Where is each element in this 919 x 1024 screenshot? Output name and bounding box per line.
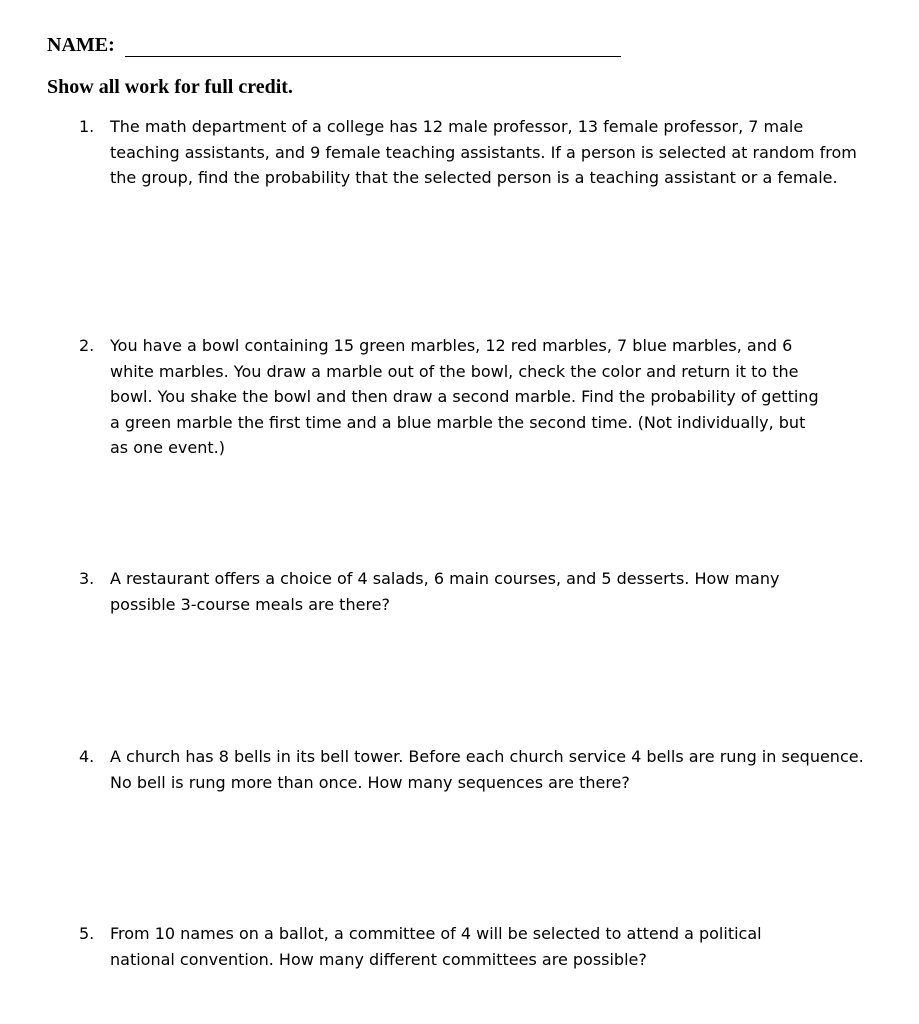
- question-number: 3.: [79, 569, 95, 588]
- question-3: [79, 566, 849, 617]
- question-5: [79, 921, 829, 972]
- name-label: NAME:: [47, 34, 115, 56]
- name-row: [47, 33, 621, 57]
- question-number: 4.: [79, 747, 95, 766]
- instructions: Show all work for full credit.: [47, 76, 293, 98]
- question-1: [79, 114, 859, 191]
- question-text: From 10 names on a ballot, a committee of 4 will be selected to attend a political national convention. How many different committees are possible?: [110, 924, 762, 969]
- question-text: A restaurant offers a choice of 4 salads, 6 main courses, and 5 desserts. How many possible 3-course meals are there?: [110, 569, 780, 614]
- name-blank-line[interactable]: [125, 38, 621, 57]
- question-4: [79, 744, 879, 795]
- question-number: 2.: [79, 336, 95, 355]
- question-text: The math department of a college has 12 male professor, 13 female professor, 7 male teaching assistants, and 9 female teaching assistants. If a person is selected at random from the group, find the probability that the selected person is a teaching assistant or a female.: [110, 117, 857, 187]
- question-number: 5.: [79, 924, 95, 943]
- question-2: [79, 333, 824, 461]
- question-text: You have a bowl containing 15 green marbles, 12 red marbles, 7 blue marbles, and 6 white marbles. You draw a marble out of the bowl, check the color and return it to the bowl. You shake the bowl and then draw a second marble. Find the probability of getting a green marble the first time and a blue marble the second time. (Not individually, but as one event.): [110, 336, 819, 457]
- question-number: 1.: [79, 117, 95, 136]
- question-text: A church has 8 bells in its bell tower. Before each church service 4 bells are rung in sequence. No bell is rung more than once. How many sequences are there?: [110, 747, 864, 792]
